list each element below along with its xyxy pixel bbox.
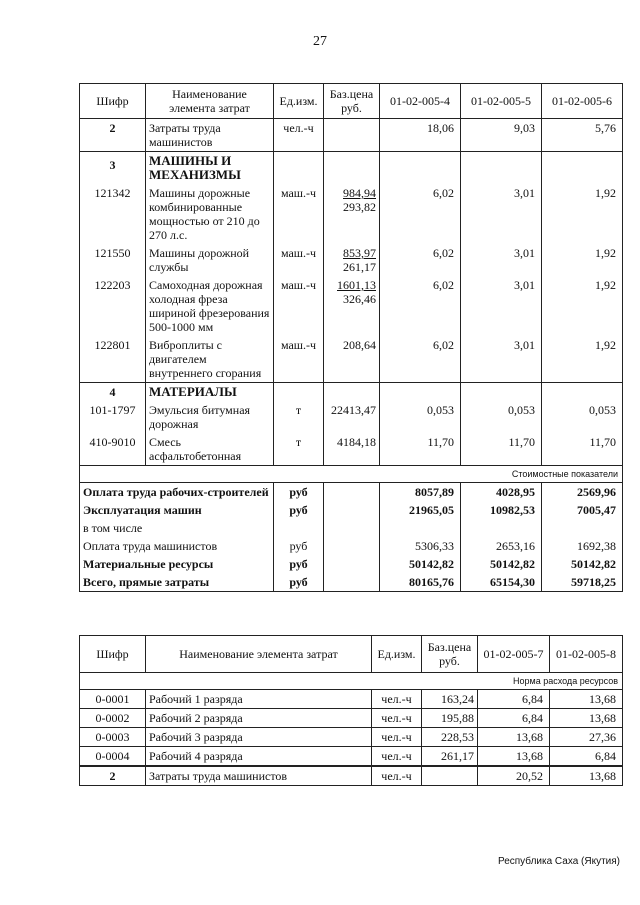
row-value-3: 5,76 — [542, 119, 623, 152]
row-value-1: 6,02 — [380, 276, 461, 336]
row-unit: чел.-ч — [372, 766, 422, 786]
section-row — [80, 152, 623, 185]
row-name: Эмульсия битумная дорожная — [146, 401, 274, 433]
cost-value-1: 8057,89 — [380, 483, 461, 502]
row-unit: маш.-ч — [274, 276, 324, 336]
row-name: Машины дорожные комбинированные мощностью от 210 до 270 л.с. — [146, 184, 274, 244]
row-value-1: 11,70 — [380, 433, 461, 466]
cost-value-3: 7005,47 — [542, 501, 623, 519]
row-value-3: 11,70 — [542, 433, 623, 466]
section-title: МАШИНЫ И МЕХАНИЗМЫ — [146, 152, 274, 185]
row-price: 195,88 — [422, 709, 478, 728]
row-price — [422, 766, 478, 786]
price-secondary: 261,17 — [343, 260, 376, 274]
row-unit: т — [274, 433, 324, 466]
row-value-2: 13,68 — [550, 690, 623, 709]
row-name: Смесь асфальтобетонная — [146, 433, 274, 466]
header-col-3: 01-02-005-6 — [542, 84, 623, 119]
header-col-1: 01-02-005-7 — [478, 636, 550, 673]
cost-label: Оплата труда машинистов — [80, 537, 274, 555]
resource-table-1 — [79, 83, 623, 592]
cost-unit: руб — [274, 483, 324, 502]
cost-label: Всего, прямые затраты — [80, 573, 274, 592]
cost-row-including — [80, 519, 623, 537]
row-value-1: 18,06 — [380, 119, 461, 152]
table-header — [80, 636, 623, 673]
table-row — [80, 766, 623, 786]
price-value: 984,94 — [343, 186, 376, 200]
row-value-2: 13,68 — [550, 766, 623, 786]
row-value-3: 0,053 — [542, 401, 623, 433]
row-value-1: 20,52 — [478, 766, 550, 786]
row-price — [324, 276, 380, 336]
cost-value-2: 65154,30 — [461, 573, 542, 592]
row-unit: маш.-ч — [274, 244, 324, 276]
cost-unit: руб — [274, 555, 324, 573]
table-row — [80, 244, 623, 276]
row-value-3: 1,92 — [542, 276, 623, 336]
row-value-3: 1,92 — [542, 336, 623, 383]
header-col-2: 01-02-005-5 — [461, 84, 542, 119]
table-row — [80, 690, 623, 709]
price-secondary: 293,82 — [343, 200, 376, 214]
row-code: 2 — [80, 119, 146, 152]
cost-value-3: 1692,38 — [542, 537, 623, 555]
cost-label: Оплата труда рабочих-строителей — [80, 483, 274, 502]
header-name: Наименование элемента затрат — [146, 636, 372, 673]
row-name: Рабочий 2 разряда — [146, 709, 372, 728]
header-price: Баз.цена руб. — [324, 84, 380, 119]
cost-value-2: 2653,16 — [461, 537, 542, 555]
row-value-2: 9,03 — [461, 119, 542, 152]
row-price: 261,17 — [422, 747, 478, 767]
row-unit: чел.-ч — [372, 728, 422, 747]
row-value-2: 27,36 — [550, 728, 623, 747]
row-unit: маш.-ч — [274, 184, 324, 244]
price-secondary: 326,46 — [343, 292, 376, 306]
row-code: 0-0003 — [80, 728, 146, 747]
row-name: Рабочий 3 разряда — [146, 728, 372, 747]
norm-note-row — [80, 673, 623, 690]
price-value: 1601,13 — [337, 278, 376, 292]
row-unit: чел.-ч — [372, 747, 422, 767]
cost-label: Материальные ресурсы — [80, 555, 274, 573]
row-name: Рабочий 1 разряда — [146, 690, 372, 709]
row-value-3: 1,92 — [542, 184, 623, 244]
cost-row-machines — [80, 501, 623, 519]
row-code: 122203 — [80, 276, 146, 336]
row-unit: чел.-ч — [372, 690, 422, 709]
row-name: Рабочий 4 разряда — [146, 747, 372, 767]
table-row — [80, 747, 623, 767]
cost-unit: руб — [274, 537, 324, 555]
row-price: 163,24 — [422, 690, 478, 709]
row-value-2: 13,68 — [550, 709, 623, 728]
row-price: 4184,18 — [324, 433, 380, 466]
section-code: 4 — [80, 383, 146, 402]
cost-value-1: 21965,05 — [380, 501, 461, 519]
header-code: Шифр — [80, 84, 146, 119]
row-code: 0-0001 — [80, 690, 146, 709]
cost-row-wages — [80, 483, 623, 502]
row-value-2: 3,01 — [461, 276, 542, 336]
section-code: 3 — [80, 152, 146, 185]
row-value-1: 6,02 — [380, 184, 461, 244]
cost-value-3: 50142,82 — [542, 555, 623, 573]
row-code: 2 — [80, 766, 146, 786]
header-price: Баз.цена руб. — [422, 636, 478, 673]
resource-table-2 — [79, 635, 623, 786]
cost-label: Эксплуатация машин — [80, 501, 274, 519]
cost-value-2: 10982,53 — [461, 501, 542, 519]
row-code: 101-1797 — [80, 401, 146, 433]
table-row — [80, 709, 623, 728]
row-value-2: 3,01 — [461, 336, 542, 383]
row-value-1: 6,02 — [380, 244, 461, 276]
header-col-2: 01-02-005-8 — [550, 636, 623, 673]
row-name: Затраты труда машинистов — [146, 766, 372, 786]
cost-value-2: 50142,82 — [461, 555, 542, 573]
row-price: 208,64 — [324, 336, 380, 383]
row-value-2: 0,053 — [461, 401, 542, 433]
table-header — [80, 84, 623, 119]
row-name: Машины дорожной службы — [146, 244, 274, 276]
row-name: Затраты труда машинистов — [146, 119, 274, 152]
row-value-1: 13,68 — [478, 747, 550, 767]
row-name: Самоходная дорожная холодная фреза шириной фрезерования 500-1000 мм — [146, 276, 274, 336]
header-col-1: 01-02-005-4 — [380, 84, 461, 119]
cost-value-1: 80165,76 — [380, 573, 461, 592]
row-value-1: 6,84 — [478, 709, 550, 728]
row-price: 22413,47 — [324, 401, 380, 433]
cost-value-1: 50142,82 — [380, 555, 461, 573]
row-price — [324, 119, 380, 152]
table-row — [80, 119, 623, 152]
table-row — [80, 728, 623, 747]
section-title: МАТЕРИАЛЫ — [146, 383, 274, 402]
row-value-2: 6,84 — [550, 747, 623, 767]
row-code: 121342 — [80, 184, 146, 244]
row-price — [324, 244, 380, 276]
price-value: 853,97 — [343, 246, 376, 260]
cost-label: в том числе — [80, 519, 274, 537]
cost-unit: руб — [274, 573, 324, 592]
page-number: 27 — [313, 34, 327, 49]
row-value-3: 1,92 — [542, 244, 623, 276]
cost-value-2: 4028,95 — [461, 483, 542, 502]
row-name: Виброплиты с двигателем внутреннего сгорания — [146, 336, 274, 383]
row-value-1: 13,68 — [478, 728, 550, 747]
row-value-1: 0,053 — [380, 401, 461, 433]
cost-value-3: 2569,96 — [542, 483, 623, 502]
cost-value-3: 59718,25 — [542, 573, 623, 592]
row-code: 121550 — [80, 244, 146, 276]
header-unit: Ед.изм. — [274, 84, 324, 119]
cost-indicators-note: Стоимостные показатели — [80, 466, 623, 483]
row-code: 410-9010 — [80, 433, 146, 466]
row-code: 0-0004 — [80, 747, 146, 767]
section-row — [80, 383, 623, 402]
table-row — [80, 184, 623, 244]
row-value-1: 6,84 — [478, 690, 550, 709]
table-row — [80, 401, 623, 433]
footer-region: Республика Саха (Якутия) — [497, 856, 620, 867]
table-row — [80, 336, 623, 383]
cost-value-1: 5306,33 — [380, 537, 461, 555]
row-price — [324, 184, 380, 244]
header-code: Шифр — [80, 636, 146, 673]
table-row — [80, 433, 623, 466]
cost-row-materials — [80, 555, 623, 573]
row-code: 122801 — [80, 336, 146, 383]
cost-row-total — [80, 573, 623, 592]
cost-indicators-note-row — [80, 466, 623, 483]
row-value-2: 3,01 — [461, 184, 542, 244]
cost-row-operators — [80, 537, 623, 555]
norm-note: Норма расхода ресурсов — [80, 673, 623, 690]
row-price: 228,53 — [422, 728, 478, 747]
table-row — [80, 276, 623, 336]
header-unit: Ед.изм. — [372, 636, 422, 673]
row-unit: чел.-ч — [274, 119, 324, 152]
row-unit: чел.-ч — [372, 709, 422, 728]
row-unit: т — [274, 401, 324, 433]
cost-unit: руб — [274, 501, 324, 519]
header-name: Наименование элемента затрат — [146, 84, 274, 119]
row-value-1: 6,02 — [380, 336, 461, 383]
row-value-2: 11,70 — [461, 433, 542, 466]
row-value-2: 3,01 — [461, 244, 542, 276]
row-unit: маш.-ч — [274, 336, 324, 383]
row-code: 0-0002 — [80, 709, 146, 728]
